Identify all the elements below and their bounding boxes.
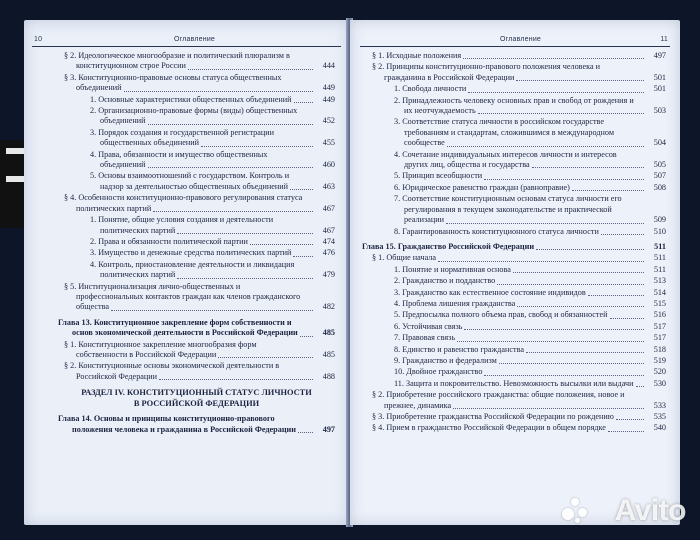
- toc-entry-page: 535: [653, 412, 666, 421]
- avito-logo-icon: [562, 496, 588, 522]
- toc-entry-title: 2. Организационно-правовые формы (виды) общественных объединений: [90, 106, 298, 126]
- toc-entry-title: 6. Юридическое равенство граждан (равноправие): [394, 182, 570, 192]
- dot-leader: [294, 102, 313, 103]
- toc-entry-page: 482: [322, 302, 335, 312]
- toc-entry-title: 10. Двойное гражданство: [394, 367, 483, 377]
- avito-watermark: Avito: [614, 494, 686, 527]
- toc-entry-title: 8. Единство и равенство гражданства: [394, 344, 524, 354]
- toc-paragraph: [54, 282, 335, 313]
- toc-entry-page: 497: [653, 51, 666, 60]
- toc-subitem: [362, 150, 666, 171]
- dot-leader: [616, 419, 644, 420]
- toc-entry-title: § 1. Исходные положения: [372, 51, 462, 60]
- toc-entry-page: 501: [653, 72, 666, 82]
- dot-leader: [457, 341, 644, 342]
- dot-leader: [484, 179, 644, 180]
- toc-entry-title: Глава 14. Основы и принципы конституционно-правового положения человека и гражданина в Российской Федерации: [58, 414, 296, 434]
- dot-leader: [250, 244, 313, 245]
- toc-entry-title: § 2. Принципы конституционно-правового положения человека и гражданина в Российской Федерации: [372, 62, 601, 82]
- toc-entry-title: 5. Предпосылка полного объема прав, свобод и обязанностей: [394, 310, 608, 320]
- toc-entry-page: 485: [322, 328, 335, 338]
- toc-entry-title: 2. Принадлежность человеку основных прав и свобод от рождения и их неотчуждаемость: [394, 95, 634, 116]
- toc-entry-title: 5. Основы взаимоотношений с государством. Контроль и надзор за деятельностью общественных объединений: [90, 171, 290, 191]
- toc-subitem: [362, 96, 666, 117]
- toc-entry-page: 460: [322, 160, 335, 170]
- toc-entry-title: 4. Права, обязанности и имущество общественных объединений: [90, 149, 268, 170]
- section-heading: РАЗДЕЛ IV. КОНСТИТУЦИОННЫЙ СТАТУС ЛИЧНОСТИ В РОССИЙСКОЙ ФЕДЕРАЦИИ: [81, 388, 312, 408]
- toc-entry-title: § 1. Общие начала: [372, 253, 437, 263]
- toc-chapter: [32, 318, 335, 339]
- toc-entry-page: 501: [653, 84, 666, 94]
- toc-entry-title: 3. Имущество и денежные средства политических партий: [90, 248, 292, 258]
- toc-subitem: [362, 265, 666, 275]
- toc-entry-page: 449: [322, 83, 335, 93]
- toc-entry-page: 533: [653, 400, 666, 410]
- toc-entry-title: 6. Устойчивая связь: [394, 321, 463, 331]
- dot-leader: [447, 146, 644, 147]
- toc-subitem: [362, 310, 666, 320]
- dot-leader: [453, 408, 644, 409]
- toc-list: [58, 51, 335, 436]
- page-number: 10: [34, 36, 43, 43]
- toc-entry-page: 514: [653, 287, 666, 297]
- toc-entry-page: 504: [653, 138, 666, 148]
- dot-leader: [300, 336, 313, 337]
- left-page: [24, 20, 349, 525]
- toc-entry-page: 497: [322, 424, 335, 434]
- toc-entry-title: Глава 13. Конституционное закрепление форм собственности и основ экономической деятельности в Российской Федерации: [58, 317, 298, 338]
- toc-entry-title: § 4. Особенности конституционно-правового регулирования статуса политических партий: [64, 193, 303, 213]
- toc-subitem: [362, 367, 666, 377]
- toc-entry-title: 7. Соответствие конституционным основам статуса личности его регулирования в текущем законодательстве и практической реализации: [394, 194, 622, 225]
- dot-leader: [468, 92, 644, 93]
- dot-leader: [298, 432, 313, 433]
- toc-entry-title: § 3. Конституционно-правовые основы статуса общественных объединений: [64, 72, 282, 93]
- toc-entry-page: 530: [653, 378, 666, 388]
- toc-subitem: [362, 322, 666, 332]
- toc-entry-title: 8. Гарантированность конституционного статуса личности: [394, 226, 599, 236]
- toc-entry-page: 540: [653, 423, 666, 433]
- dot-leader: [513, 272, 644, 273]
- toc-entry-title: § 2. Идеологическое многообразие и политический плюрализм в конституционном строе России: [64, 51, 290, 71]
- toc-subitem: [58, 237, 335, 247]
- toc-subitem: [362, 333, 666, 343]
- toc-entry-page: 508: [653, 182, 666, 192]
- toc-entry-title: 5. Принцип всеобщности: [394, 171, 483, 181]
- toc-entry-page: 507: [653, 171, 666, 181]
- toc-entry-page: 503: [653, 106, 666, 116]
- dot-leader: [293, 256, 313, 257]
- dot-leader: [148, 124, 313, 125]
- toc-entry-title: 1. Понятие, общие условия создания и деятельности политических партий: [90, 215, 274, 235]
- toc-entry-page: 444: [322, 61, 335, 71]
- toc-paragraph: [362, 390, 666, 411]
- toc-subitem: [58, 106, 335, 127]
- toc-paragraph: [54, 51, 335, 72]
- toc-paragraph: [54, 361, 335, 382]
- dot-leader: [608, 431, 644, 432]
- dot-leader: [201, 146, 313, 147]
- toc-subitem: [362, 84, 666, 94]
- toc-list: [362, 51, 666, 435]
- toc-entry-page: 511: [654, 253, 666, 263]
- dot-leader: [499, 363, 644, 364]
- toc-entry-title: 9. Гражданство и федерализм: [394, 355, 497, 365]
- toc-subitem: [58, 128, 335, 149]
- dot-leader: [601, 234, 644, 235]
- toc-entry-page: 476: [322, 248, 335, 258]
- toc-paragraph: [54, 73, 335, 94]
- toc-subitem: [362, 356, 666, 366]
- right-page: [350, 20, 680, 525]
- toc-entry-title: 3. Гражданство как естественное состояние индивидов: [394, 287, 586, 297]
- dot-leader: [532, 167, 644, 168]
- dot-leader: [438, 261, 644, 262]
- dot-leader: [484, 375, 644, 376]
- toc-entry-title: § 1. Конституционное закрепление многообразия форм собственности в Российской Федерации: [64, 339, 257, 359]
- toc-entry-title: 3. Порядок создания и государственной регистрации общественных объединений: [90, 127, 275, 148]
- toc-entry-page: 449: [322, 94, 335, 104]
- dot-leader: [463, 58, 644, 59]
- toc-entry-title: 4. Контроль, приостановление деятельности и ликвидация политических партий: [90, 259, 295, 280]
- dot-leader: [572, 190, 644, 191]
- toc-entry-page: 509: [653, 215, 666, 225]
- dot-leader: [588, 295, 644, 296]
- dot-leader: [177, 233, 313, 234]
- toc-subitem: [362, 183, 666, 193]
- toc-entry-page: 517: [653, 321, 666, 331]
- toc-entry-title: § 5. Институционализация лично-общественных и профессиональных контактов граждан как членов гражданского общества: [64, 281, 301, 312]
- toc-entry-page: 474: [322, 236, 335, 246]
- toc-subitem: [58, 260, 335, 281]
- toc-entry-title: 1. Свобода личности: [394, 84, 467, 94]
- dot-leader: [610, 318, 644, 319]
- toc-subitem: [58, 248, 335, 258]
- toc-paragraph: [362, 51, 666, 61]
- dot-leader: [464, 329, 644, 330]
- toc-entry-title: 3. Соответствие статуса личности в российском государстве требованиям и стандартам, сложившимся в международном сообществе: [394, 117, 615, 148]
- toc-paragraph: [54, 340, 335, 361]
- toc-entry-title: 1. Основные характеристики общественных объединений: [90, 94, 292, 104]
- running-header: Оглавление: [174, 36, 216, 43]
- toc-entry-page: 467: [322, 225, 335, 235]
- toc-entry-title: 11. Защита и покровительство. Невозможность высылки или выдачи: [394, 378, 634, 388]
- toc-subitem: [58, 215, 335, 236]
- dot-leader: [153, 211, 313, 212]
- toc-entry-page: 505: [653, 160, 666, 170]
- toc-subitem: [362, 171, 666, 181]
- toc-paragraph: [362, 412, 666, 422]
- toc-entry-page: 511: [654, 264, 666, 274]
- toc-entry-page: 518: [653, 344, 666, 354]
- dot-leader: [111, 310, 313, 311]
- toc-subitem: [362, 276, 666, 286]
- toc-entry-page: 479: [322, 270, 335, 280]
- dot-leader: [218, 357, 313, 358]
- toc-subitem: [362, 227, 666, 237]
- toc-entry-page: 455: [322, 138, 335, 148]
- toc-entry-title: 2. Права и обязанности политической партии: [90, 236, 248, 246]
- toc-entry-page: 452: [322, 116, 335, 126]
- toc-entry-page: 467: [322, 203, 335, 213]
- toc-subitem: [362, 288, 666, 298]
- toc-entry-page: 515: [653, 298, 666, 308]
- header-rule: [360, 46, 670, 47]
- toc-entry-title: § 2. Приобретение российского гражданства: общие положения, новое и прежнее, динамика: [372, 390, 625, 410]
- toc-paragraph: [362, 62, 666, 83]
- page-number: 11: [660, 36, 668, 43]
- toc-entry-title: 2. Гражданство и подданство: [394, 276, 496, 286]
- toc-entry-page: 488: [322, 371, 335, 381]
- toc-subitem: [362, 194, 666, 225]
- dot-leader: [290, 189, 313, 190]
- toc-entry-title: 7. Правовая связь: [394, 333, 456, 343]
- toc-subitem: [58, 150, 335, 171]
- toc-entry-page: 517: [653, 333, 666, 343]
- toc-entry-title: § 2. Конституционные основы экономической деятельности в Российской Федерации: [64, 361, 280, 381]
- toc-entry-page: 513: [653, 276, 666, 286]
- toc-subitem: [362, 345, 666, 355]
- dot-leader: [446, 223, 644, 224]
- dot-leader: [517, 306, 644, 307]
- dot-leader: [124, 91, 313, 92]
- toc-chapter: [32, 414, 335, 435]
- toc-entry-title: Глава 15. Гражданство Российской Федерации: [362, 241, 535, 251]
- dot-leader: [516, 80, 644, 81]
- toc-entry-title: § 3. Приобретение гражданства Российской Федерации по рождению: [372, 412, 614, 421]
- header-rule: [32, 46, 341, 47]
- dot-leader: [188, 69, 313, 70]
- dot-leader: [497, 284, 644, 285]
- toc-entry-page: 463: [322, 181, 335, 191]
- toc-entry-title: 1. Понятие и нормативная основа: [394, 264, 511, 274]
- toc-subitem: [58, 171, 335, 192]
- toc-subitem: [362, 117, 666, 148]
- toc-entry-page: 510: [653, 226, 666, 236]
- toc-paragraph: [54, 193, 335, 214]
- toc-subitem: [362, 299, 666, 309]
- toc-entry-page: 516: [653, 310, 666, 320]
- toc-entry-page: 519: [653, 355, 666, 365]
- toc-subitem: [362, 379, 666, 389]
- toc-entry-page: 520: [653, 367, 666, 377]
- dot-leader: [526, 352, 644, 353]
- toc-paragraph: [362, 423, 666, 433]
- dot-leader: [536, 249, 644, 250]
- dot-leader: [636, 386, 644, 387]
- dot-leader: [478, 113, 644, 114]
- toc-paragraph: [362, 253, 666, 263]
- dot-leader: [148, 167, 313, 168]
- toc-subitem: [58, 95, 335, 105]
- toc-entry-page: 485: [322, 349, 335, 359]
- toc-entry-title: 4. Проблема лишения гражданства: [394, 298, 516, 308]
- toc-chapter: [362, 242, 666, 252]
- toc-entry-title: § 4. Прием в гражданство Российской Федерации в общем порядке: [372, 423, 606, 433]
- toc-entry-title: 4. Сочетание индивидуальных интересов личности и интересов других лиц, общества и государства: [394, 149, 617, 170]
- dot-leader: [159, 379, 313, 380]
- toc-entry-page: 511: [654, 241, 666, 251]
- running-header: Оглавление: [500, 36, 542, 43]
- dot-leader: [177, 278, 313, 279]
